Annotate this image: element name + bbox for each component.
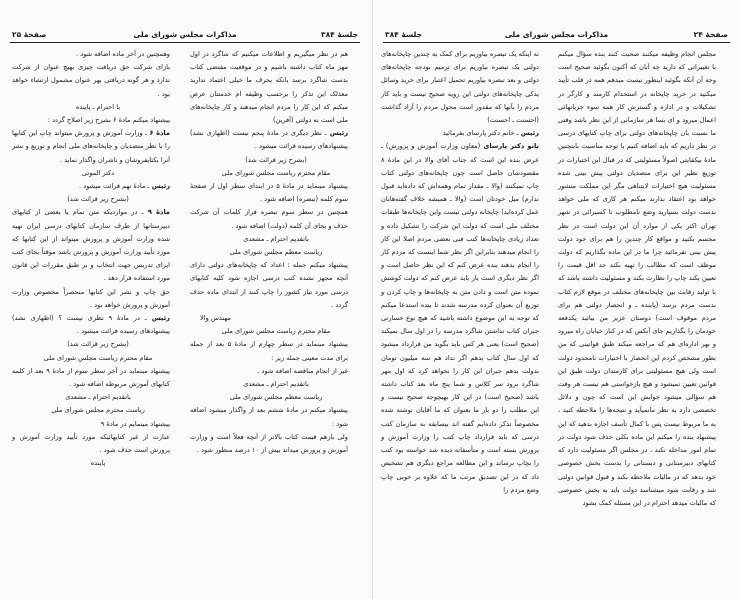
paragraph-text: دکتر الموتی xyxy=(81,168,115,177)
paragraph-text: پیشنهاد مینماید در آخر سطر سوم از مادهٔ ۹ بعد از کلمه کتابهای آموزش مربوطه اضافه شود . xyxy=(12,366,171,389)
paragraph-text: ریاست معظم مجلس شورای ملی xyxy=(229,393,323,402)
signature xyxy=(190,312,362,325)
centered-line xyxy=(190,325,362,338)
paragraph xyxy=(12,418,184,431)
paragraph-text: غیر از انجام مناقصه اضافه شود . xyxy=(257,366,348,375)
speaker-paragraph xyxy=(190,127,362,153)
paragraph xyxy=(190,180,362,206)
paragraph-text: مقام محترم ریاست مجلس شورای ملی xyxy=(221,327,331,336)
centered-line xyxy=(12,404,184,417)
speaker-paragraph xyxy=(12,127,184,167)
paragraph xyxy=(12,431,184,457)
paragraph-text: ـ در مادهٔ ۹ نظری نیست ؟ (اظهاری نشد) پیشنهادهای رسیده قرائت میشود . xyxy=(12,314,170,336)
centered-line xyxy=(12,193,184,206)
session-number: جلسهٔ ۳۸۴ xyxy=(321,30,358,39)
paragraph-text: وهمچنین در آخر ماده اضافه شود . xyxy=(76,50,170,58)
paragraph-text: همچنین در سطر سوم تبصره فراز کلمات آن شرکت حذف و بجای آن کلمه (دولت) اضافه شود . xyxy=(190,208,348,230)
paragraph xyxy=(12,286,184,312)
right-page-right-column xyxy=(558,48,730,510)
left-page-left-column xyxy=(12,48,184,471)
page-number: صفحهٔ ۲۵ xyxy=(12,30,47,39)
paragraph-text: باتقدیم احترام ـ مشعدی xyxy=(243,380,309,389)
speaker-paragraph xyxy=(12,180,184,193)
paragraph xyxy=(381,48,553,127)
paragraph xyxy=(12,114,184,127)
speaker-name: رئیس xyxy=(146,314,170,323)
paragraph xyxy=(190,404,362,430)
speaker-name: بانو دکتر پارسای xyxy=(480,142,539,151)
speaker-paragraph xyxy=(12,312,184,338)
session-number: جلسهٔ ۳۸۴ xyxy=(385,30,422,39)
paragraph-text: (بشرح زیر قرائت شد) xyxy=(245,155,307,164)
paragraph-text: ریاست محترم مجلس شورای ملی xyxy=(51,406,145,415)
paragraph xyxy=(190,206,362,232)
left-page-header xyxy=(10,28,360,43)
paragraph-text: ـ خانم دکتر پارسای بفرمائید xyxy=(442,129,519,138)
centered-line xyxy=(12,391,184,404)
paragraph-text: (بشرح زیر قرائت شد) xyxy=(67,340,129,349)
paragraph-text: پیشنهاد مینمایم در مادهٔ ۹ xyxy=(100,419,170,428)
paragraph xyxy=(190,259,362,312)
paragraph-text: پیشنهاد میکنم جمله : اعداد که چاپخانه‌های دولتی دارای آنچه مجهز نشده کتب درسی اجازه شود کلیه کتابهای درسی مورد نیاز کشور را چاپ کنند از ابتدای ماده حذف گردد . xyxy=(190,261,348,309)
centered-line xyxy=(190,154,362,167)
paragraph-text: نه اینکه یک تبصره بیاوریم برای کمک به چندین چاپخانه‌های دولتی یک تبصره بیاوریم برای ترمیم بودجه چاپخانه‌های دولتی و بعد تبصره بیاوریم تحمیل اعتبار برای خرید وسائل یدکی چاپخانه‌های دولتی این رویه صحیح نیست و باید کار مردم را بآنها که مقدور است محول مردم را آزاد گذاشت (احسنت ـ احسنت) xyxy=(381,50,539,125)
running-title: مذاکرات مجلس شورای ملی xyxy=(504,30,609,39)
paragraph-text: هم در نظر میگیریم و اطلاعات میکنیم که شاگرد در اول مهر ماه کتاب داشته باشیم و در موقعیت مقتضی کتاب بدست شاگرد برسد بانکه بحرف ما خیلی اعتماد ندارید معذلک این تذکر را برحسب وظیفه ام خدمتتان عرض میکنم که این کار را مردم انجام میدهند و کار چاپخانه‌های ملی است نه دولتی (آفرین) xyxy=(190,50,348,125)
speaker-name: رئیس xyxy=(518,129,539,138)
centered-line xyxy=(190,233,362,246)
centered-line xyxy=(190,378,362,391)
paragraph-text: ـ وزارت آموزش و پرورش میتواند چاپ این کتابها را با نظر متصدیان و چاپخانه‌های ملی انجام و توزیع و نشر آنرا بکتابفروشان و ناشران واگذار نماید . xyxy=(12,129,170,164)
speaker-paragraph xyxy=(12,206,184,285)
paragraph-text: ـ نظر دیگری در مادهٔ پنجم نیست (اظهاری نشد) پیشنهادهای رسیده قرائت میشود . xyxy=(190,129,348,151)
paragraph xyxy=(12,48,184,61)
centered-line xyxy=(190,167,362,180)
running-title: مذاکرات مجلس شورای ملی xyxy=(133,30,237,39)
left-page-right-column xyxy=(190,48,362,457)
centered-line xyxy=(12,167,184,180)
paragraph-text: (معاون وزارت آموزش و پرورش) ـ عرض بنده این است که جناب آقای والا در این مادهٔ ۸ مقصودشان حاصل است چون چاپخانه‌های دولتی کتاب چاپ نمیکنند (والا ـ مقدار تمام وهمه‌اش که داده‌اید قبول ندارم) میل خودتان است (والا ـ همیشه خلاف گفته‌هاتان عمل کرده‌اید) چاپخانه دولتی نیست واین چاپخانه‌ها طبقات مختلف ملی است که دولت این شرکت را تشکیل داده و تعداد زیادی چاپخانه‌ها کتب فنی بعضی مردم اصلا این کار را انجام میدهند بنابراین اگر نظر شما اینست که مردم کار را انجام بدهند بنده عرض کنم که این نظر حاصل است و اگر نظر دیگری است باز باید عرض کنم که دولت کوشش نموده متن است و دادن متن به چاپخانه‌ها و چاپ کردن و توزیع آن بعنوان کرده مدرسه شدند تا بنده استدعا میکنم که توجه به این موضوع داشته باشید که هیچ نوع خسارتی جبران کتاب نداشتن شاگرد مدرسه را در اول سال نمیکند (صحیح است) یعنی هر کس باید بگوید من قرارداد میشود که اول سال کتاب بدهم اگر نداد هم سه میلیون تومان بدولت بدهم جبران این کار را نخواهد کرد که اول مهر شاگرد برود سر کلاس و شما پنج ماه بعد کتاب داشته باشد (صحیح است) در این کار بهیچوجه صحیح نیست و این مطلب را دو بار ما بعنوان که ما آقایان نوشته شده مخصوصاً تذکر داده‌ایم گفته اند بیسابقه به سازمان کتب درسی که باید قرارداد چاپ کتب را وزارت آموزش و پرورش بسته است و متأسفانه دیده شد خواسته بود کتب را بچاپ برساند و این مطالعه مراجع دیگری هم تشخیص داد که در این تصدیق مرتب ما که علاوه بر خوبی چاپ وضع مردم را xyxy=(381,142,539,494)
paragraph xyxy=(558,48,730,510)
paragraph-text: ریاست معظم مجلس شورای ملی xyxy=(229,248,323,257)
paragraph xyxy=(190,48,362,127)
paragraph-text: پیشنهاد میکنم مادهٔ ۶ بشرح زیر اصلاح گردد : xyxy=(47,116,170,125)
paragraph xyxy=(190,431,362,457)
paragraph-text: پیشنهاد میکنم در مادهٔ ششم بعد از واگذار میشود اضافه شود : xyxy=(190,406,348,428)
paragraph-text: ـ مادهٔ نهم قرائت میشود . xyxy=(79,182,150,191)
paragraph-text: ولی بازهم قیمت کتاب بالاتر از آنچه فعلاً است و وزارت آموزش و پرورش میداند بیش از ۱۰ درصد منظور شود . xyxy=(190,432,348,455)
right-page xyxy=(372,0,739,599)
speaker-name: رئیس xyxy=(326,129,348,138)
speaker-paragraph xyxy=(381,127,553,140)
speaker-paragraph xyxy=(381,140,553,496)
paragraph-text: باتقدیم احترام ـ مشعدی xyxy=(65,393,131,402)
paragraph-text: حق چاپ و نشر این کتابها منحصراً مخصوص وزارت آموزش و پرورش خواهد بود . xyxy=(12,287,170,309)
paragraph-text: پاینده xyxy=(90,459,106,468)
paragraph-text: پیشنهاد مینماید در سطر چهارم از مادهٔ ۵ بعد از جمله برای مدت معینی جمله زیر : xyxy=(190,340,349,362)
paragraph xyxy=(12,61,184,101)
paragraph-text: پیشنهاد مینماید در مادهٔ ۵ در ابتدای سطر اول از صفحهٔ سوم کلمه (تبصره) اضافه شود . xyxy=(190,182,348,204)
centered-line xyxy=(12,457,184,470)
paragraph-text: مجلس انجام وظیفه میکنند صحبت کنند بنده سؤال میکنم با تغییراتی که دارید چه آنان که آکنون بگوئید صحیح است وجه آن آنکه بگوئید اینطور نیست میدهم همه در قلب تأیید میکنید در خرید چاپخانه در استخدام کارمند و کارگر در تشکیلات و در اداره و گسترش کار همه سوء جریانهائی اعمال میرود و ای بسا هر سازمانی از این نظر باشد وقتی ما نسبت بان چاپخانه‌های دولتی برای چاپ کتابهای درسی در نظر داریم که باید اضافه کنیم با توجه مناسبت باینچنین مادهٔ بیکفایتی اصولاً مسئولیتی که در قبال این اختیارات در توزیع نظیر این برای متصدیان دولتی پیش بینی شده مسئولیت هیچ اختیارات لایتناهی مگر این مملکت منشور خواهد بود اعتقاد ندارند میکنم هر کاری که ملی خواهد بدست دولت بسپارید وضع نامطلوب نا کسیرائی در شهر تهران اکثر یکی از موارد آن این دولت است در نظر مجسم بکنید و مواقع کار چندین را هم برای خود دولت پیش بینی نفرمائید چرا ما در این ماده بگذاریم که دولت موظف است که مطالب را تهیه بکند حد اقل قیمت را تعیین بکند چاپ را نظارت بکند و مسئولیت داشته باشد که با تولید رقابت بین چاپخانه‌های مختلف در موقع لازم کتاب بدست مردم برسد (پاینده ـ و انحصار دولتی هم برای مردم موقوف است) دوستان عزیز من بیائید یکدفعه خودمان را بگذاریم جای آنکس که در کنار خیابان راه میرود و بهر اداره‌ای هم که مراجعه میکند طبق قوانینی که من بطور مشخص کردم این انحصار با اختیارات نامحدود دولت است ولی هیچ مسئولیتی برای کارمندان دولت طبق این قوانین تعیین نمیشود و هیچ بازخواستی هم نیست هر وقت هم سؤالی میشود جوابش این است که چون و دلائل تخصصی دارد به نظر مانمیآید و نتیجه‌ها را ملاحظه کنید ، به ما مربوط نیست پس با کمال تأسف اجازه بدهید که این پیشنهاد بنده را میکنم این ماده بکلی حذف شود دولت در تمام امور مداخله نکند ، در مجلس اگر مسئولیت دارد که کتابهای دبیرستانی و دبستانی را بدست بخش خصوصی خود بدهد که در مالیات ملاحظه بکند و قبول قوانین دولتی شد و رقابت شود میشناسد دولت باید به بخش خصوصی که مالیات میدهد احترام در این مسئله کمک بشود xyxy=(558,50,716,507)
centered-line xyxy=(12,338,184,351)
paragraph-text: بازای شرکت حق دریافت چیزی بهیچ عنوان از شرکت ندارد و هر گونه دریافتی بهر عنوان مشمول ارتشاء خواهد بود . xyxy=(12,63,170,98)
speaker-name: مادهٔ ۹ xyxy=(143,208,170,217)
centered-line xyxy=(190,246,362,259)
speaker-name: رئیس xyxy=(149,182,170,191)
right-page-header xyxy=(383,28,730,43)
paragraph xyxy=(12,365,184,391)
paragraph-text: (بشرح زیر قرائت شد) xyxy=(67,195,129,204)
centered-line xyxy=(12,352,184,365)
paragraph xyxy=(190,365,362,378)
paragraph-text: باتقدیم احترام ـ مشعدی xyxy=(243,234,309,243)
page-number: صفحهٔ ۲۴ xyxy=(693,30,728,39)
centered-line xyxy=(190,391,362,404)
paragraph-text: مقام محترم ریاست مجلس شورای ملی xyxy=(43,353,153,362)
paragraph-text: با احترام ـ پاینده xyxy=(75,102,121,111)
paragraph-text: مهندس والا xyxy=(200,314,231,323)
paragraph-text: عبارت از غیر کتابهائیکه مورد تأیید وزارت آموزش و پرورش است حذف شود . xyxy=(12,432,170,455)
paragraph xyxy=(190,338,362,364)
right-page-left-column xyxy=(381,48,553,497)
paragraph-text: مقام محترم ریاست مجلس شورای ملی xyxy=(221,168,331,177)
paragraph-text: ـ در مواردیکه متن تمام یا بعضی از کتابهای دبیرستانها از طرف سازمان کتابهای درسی ایران تهیه شده وزارت آموزش و پرورش میتواند از این کتابها که مورد تأیید وزارت آموزش و پرورش باشد موقتاً بجای کتب ابرای تدریس جهت انتخاب و بر طبق مقررات این قانون مورد استفاده قرار دهد . xyxy=(12,208,170,283)
centered-line xyxy=(12,101,184,114)
speaker-name: مادهٔ ۶ xyxy=(146,129,170,138)
